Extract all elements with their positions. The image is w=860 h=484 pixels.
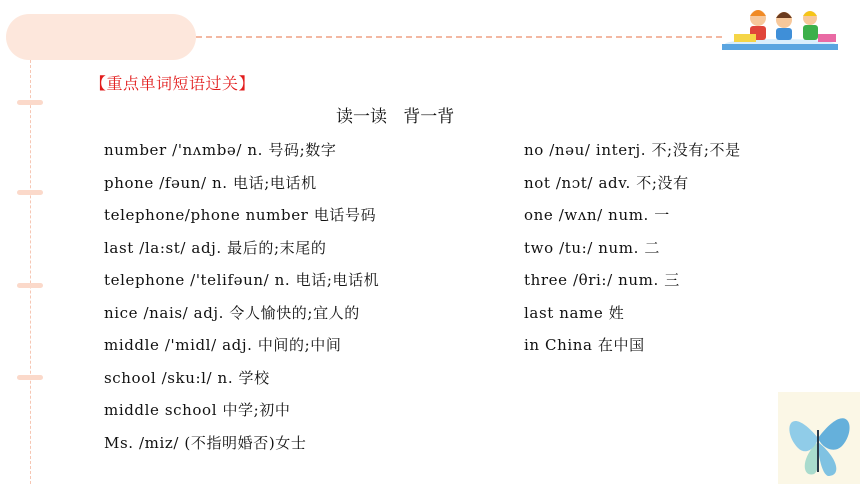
vocab-entry: phone /fəun/ n. 电话;电话机 bbox=[104, 173, 317, 192]
dashed-margin-line bbox=[30, 60, 31, 484]
vocab-entry: telephone/phone number 电话号码 bbox=[104, 206, 377, 224]
vocab-entry: telephone /'telifəun/ n. 电话;电话机 bbox=[104, 271, 380, 289]
vocab-column-right bbox=[524, 134, 741, 362]
margin-dash bbox=[17, 190, 43, 195]
vocab-entry: two /tu:/ num. 二 bbox=[524, 238, 660, 257]
margin-dash bbox=[17, 283, 43, 288]
header-pill-decoration bbox=[6, 14, 196, 60]
vocab-entry: middle school 中学;初中 bbox=[104, 401, 291, 419]
vocab-entry: no /nəu/ interj. 不;没有;不是 bbox=[524, 141, 741, 159]
vocab-entry: last name 姓 bbox=[524, 303, 625, 322]
vocab-entry: not /nɔt/ adv. 不;没有 bbox=[524, 173, 689, 192]
section-heading: 【重点单词短语过关】 bbox=[90, 74, 256, 93]
section-subheading: 读一读 背一背 bbox=[336, 107, 455, 127]
vocab-entry: Ms. /miz/ (不指明婚否)女士 bbox=[104, 433, 307, 452]
margin-dash bbox=[17, 100, 43, 105]
vocab-entry: middle /'midl/ adj. 中间的;中间 bbox=[104, 336, 342, 354]
vocab-entry: number /'nʌmbə/ n. 号码;数字 bbox=[104, 141, 337, 159]
vocab-entry: school /sku:l/ n. 学校 bbox=[104, 368, 270, 387]
dashed-divider bbox=[196, 36, 722, 38]
butterfly-illustration bbox=[778, 392, 860, 484]
vocab-entry: last /la:st/ adj. 最后的;末尾的 bbox=[104, 238, 327, 257]
vocab-entry: in China 在中国 bbox=[524, 336, 645, 354]
vocab-entry: nice /nais/ adj. 令人愉快的;宜人的 bbox=[104, 303, 360, 322]
vocab-entry: one /wʌn/ num. 一 bbox=[524, 206, 670, 224]
margin-dash bbox=[17, 375, 43, 380]
vocab-column-left bbox=[104, 134, 379, 459]
vocab-entry: three /θri:/ num. 三 bbox=[524, 271, 680, 289]
book-shelf-decoration bbox=[722, 44, 838, 50]
